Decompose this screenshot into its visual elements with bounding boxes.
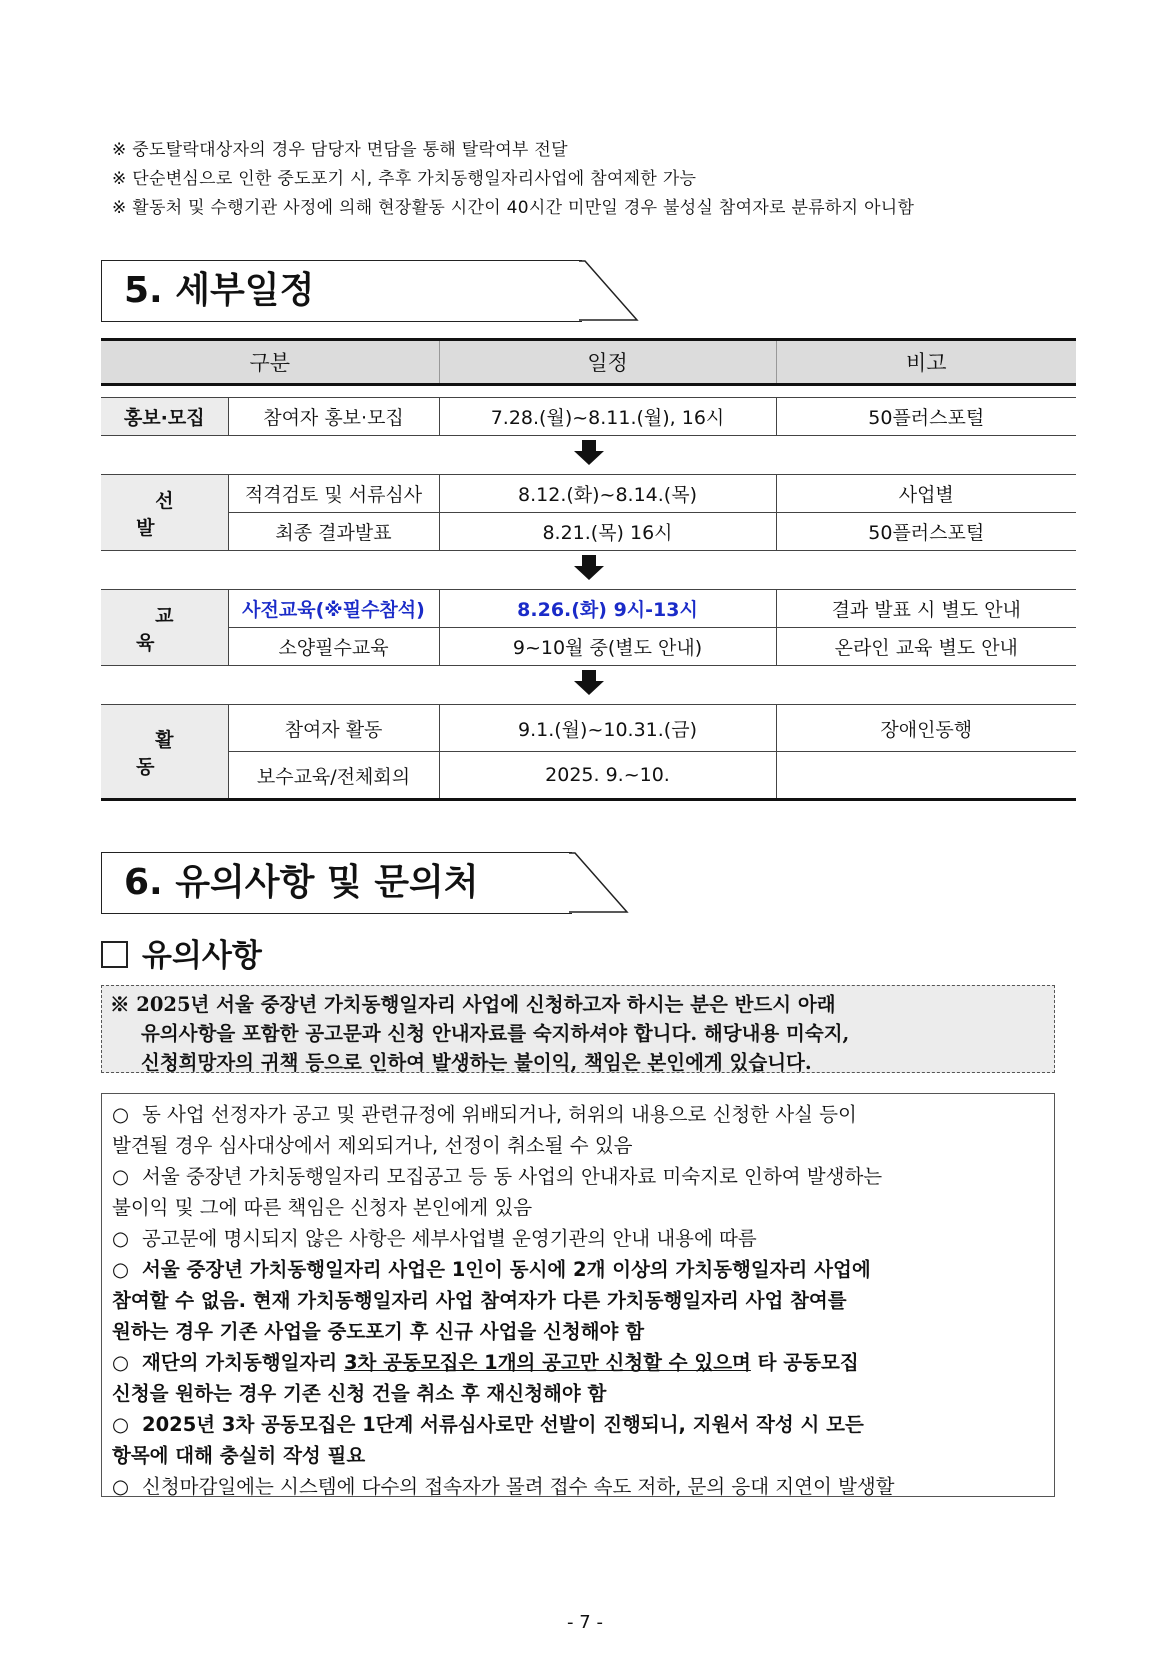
page-number: - 7 - [567, 1612, 603, 1633]
down-arrow-icon [572, 440, 606, 466]
schedule-table [101, 338, 1076, 801]
row-schedule: 9.1.(월)~10.31.(금) [439, 705, 776, 752]
row-note: 50플러스포털 [776, 398, 1076, 436]
category-education: 교육 [136, 604, 212, 654]
circle-bullet-icon: ○ [112, 1227, 130, 1250]
row-item: 최종 결과발표 [228, 513, 439, 551]
note-line: ※ 활동처 및 수행기관 사정에 의해 현장활동 시간이 40시간 미만일 경우 불성실 참여자로 분류하지 아니함 [112, 198, 915, 218]
title-tab-slant [569, 852, 629, 914]
notice-list [101, 1093, 1055, 1497]
list-item: ○ 2025년 3차 공동모집은 1단계 서류심사로만 선발이 진행되니, 지원서 작성 시 모든 항목에 대해 충실히 작성 필요 [112, 1409, 1044, 1471]
circle-bullet-icon: ○ [112, 1103, 130, 1126]
circle-bullet-icon: ○ [112, 1351, 130, 1374]
warning-line: 신청희망자의 귀책 등으로 인하여 발생하는 불이익, 책임은 본인에게 있습니다. [141, 1051, 812, 1074]
section6-title: 6. 유의사항 및 문의처 [101, 852, 627, 914]
row-item: 보수교육/전체회의 [228, 752, 439, 800]
list-item: ○ 동 사업 선정자가 공고 및 관련규정에 위배되거나, 허위의 내용으로 신청한 사실 등이 발견될 경우 심사대상에서 제외되거나, 선정이 취소될 수 있음 [112, 1099, 1044, 1161]
notice-subtitle: 유의사항 [101, 930, 262, 975]
row-schedule: 8.26.(화) 9시-13시 [439, 590, 776, 628]
square-bullet-icon [101, 941, 128, 968]
list-item: ○ 서울 중장년 가치동행일자리 모집공고 등 동 사업의 안내자료 미숙지로 인하여 발생하는 불이익 및 그에 따른 책임은 신청자 본인에게 있음 [112, 1161, 1044, 1223]
table-header [101, 340, 1076, 385]
note-line: ※ 중도탈락대상자의 경우 담당자 면담을 통해 탈락여부 전달 [112, 140, 568, 160]
table-row [101, 590, 1076, 628]
circle-bullet-icon: ○ [112, 1475, 130, 1497]
row-note: 결과 발표 시 별도 안내 [776, 590, 1076, 628]
category-activity: 활동 [136, 728, 212, 778]
header-schedule: 일정 [439, 340, 776, 385]
row-item: 사전교육(※필수참석) [228, 590, 439, 628]
row-schedule: 8.12.(화)~8.14.(목) [439, 475, 776, 513]
row-note: 50플러스포털 [776, 513, 1076, 551]
down-arrow-icon [572, 555, 606, 581]
row-item: 적격검토 및 서류심사 [228, 475, 439, 513]
row-schedule: 7.28.(월)~8.11.(월), 16시 [439, 398, 776, 436]
list-item: ○ 재단의 가치동행일자리 3차 공동모집은 1개의 공고만 신청할 수 있으며 타 공동모집 신청을 원하는 경우 기존 신청 건을 취소 후 재신청해야 함 [112, 1347, 1044, 1409]
table-row [101, 628, 1076, 666]
header-note: 비고 [776, 340, 1076, 385]
table-row [101, 752, 1076, 800]
notes [112, 136, 914, 223]
list-item: ○ 서울 중장년 가치동행일자리 사업은 1인이 동시에 2개 이상의 가치동행일자리 사업에 참여할 수 없음. 현재 가치동행일자리 사업 참여자가 다른 가치동행일자리 사업 참여를 원하는 경우 기존 사업을 중도포기 후 신규 사업을 신청해야 함 [112, 1254, 1044, 1347]
section5-title: 5. 세부일정 [101, 260, 637, 322]
circle-bullet-icon: ○ [112, 1165, 130, 1188]
row-schedule: 2025. 9.~10. [439, 752, 776, 800]
header-category: 구분 [101, 340, 439, 385]
table-row [101, 475, 1076, 513]
row-item: 참여자 활동 [228, 705, 439, 752]
note-line: ※ 단순변심으로 인한 중도포기 시, 추후 가치동행일자리사업에 참여제한 가능 [112, 169, 697, 189]
row-note: 온라인 교육 별도 안내 [776, 628, 1076, 666]
category-selection: 선발 [136, 489, 212, 539]
warning-line: 유의사항을 포함한 공고문과 신청 안내자료를 숙지하셔야 합니다. 해당내용 미숙지, [141, 1022, 850, 1045]
row-note: 사업별 [776, 475, 1076, 513]
table-row [101, 513, 1076, 551]
row-schedule: 9~10월 중(별도 안내) [439, 628, 776, 666]
row-note: 장애인동행 [776, 705, 1076, 752]
title-tab-slant [579, 260, 639, 322]
circle-bullet-icon: ○ [112, 1258, 130, 1281]
row-item: 소양필수교육 [228, 628, 439, 666]
row-item: 참여자 홍보·모집 [228, 398, 439, 436]
circle-bullet-icon: ○ [112, 1413, 130, 1436]
warning-box [101, 985, 1055, 1073]
category-promo: 홍보·모집 [101, 398, 228, 436]
list-item: ○ 공고문에 명시되지 않은 사항은 세부사업별 운영기관의 안내 내용에 따름 [112, 1223, 1044, 1254]
table-row [101, 705, 1076, 752]
table-row [101, 398, 1076, 436]
row-schedule: 8.21.(목) 16시 [439, 513, 776, 551]
list-item: ○ 신청마감일에는 시스템에 다수의 접속자가 몰려 접수 속도 저하, 문의 응대 지연이 발생할 [112, 1471, 1044, 1497]
down-arrow-icon [572, 670, 606, 696]
warning-line: ※ 2025년 서울 중장년 가치동행일자리 사업에 신청하고자 하시는 분은 반드시 아래 [110, 993, 836, 1016]
row-note [776, 752, 1076, 800]
